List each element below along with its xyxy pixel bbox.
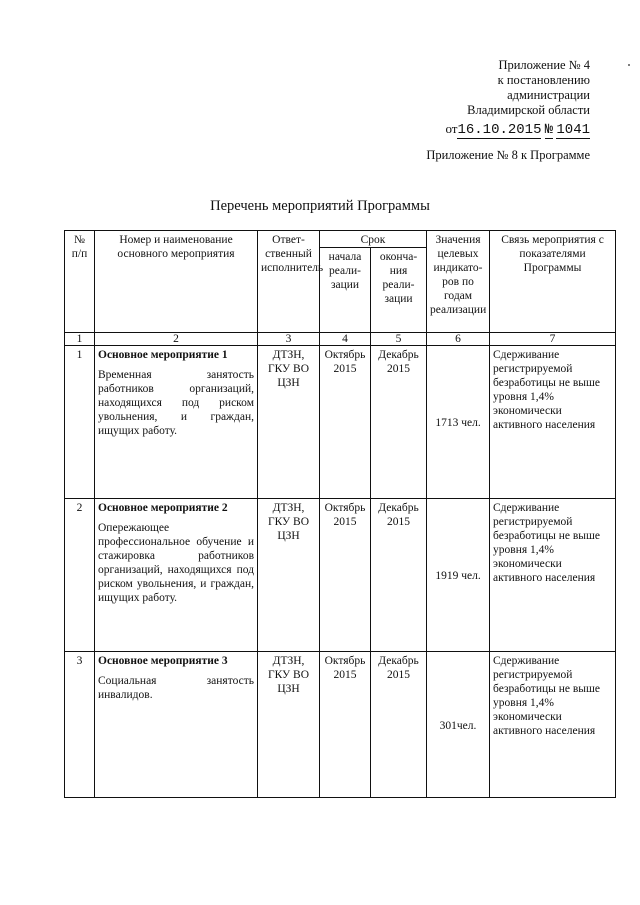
- appendix-line-1: Приложение № 4: [498, 58, 590, 72]
- decree-number-sign: №: [544, 122, 554, 138]
- col-number-5: 5: [371, 333, 427, 346]
- col-number-6: 6: [427, 333, 490, 346]
- link-text: Сдерживание регистрируемой безработицы не выше уровня 1,4% экономически активного населения: [493, 655, 600, 737]
- header-num: № п/п: [65, 231, 95, 333]
- event-title: Основное мероприятие 3: [98, 655, 228, 667]
- row-end: Декабрь 2015: [371, 499, 427, 652]
- table-row: [65, 346, 616, 499]
- event-description: Опережающее профессиональное обучение и стажировка работников организаций, находящихся под риском увольнения, и граждан, ищущих работу.: [98, 522, 254, 604]
- event-description: Временная занятость работников организаций, находящихся под риском увольнения, и граждан, ищущих работу.: [98, 369, 254, 437]
- col-number-4: 4: [320, 333, 371, 346]
- events-table: [64, 230, 616, 798]
- row-indicator-value: 1919 чел.: [427, 499, 490, 652]
- program-reference: Приложение № 8 к Программе: [426, 148, 590, 162]
- row-start: Октябрь 2015: [320, 652, 371, 798]
- row-start: Октябрь 2015: [320, 346, 371, 499]
- event-description: Социальная занятость инвалидов.: [98, 675, 254, 701]
- row-indicator-value: 1713 чел.: [427, 346, 490, 499]
- header-name: Номер и наименование основного мероприятия: [95, 231, 258, 333]
- decree-number: 1041: [556, 122, 590, 138]
- row-end: Декабрь 2015: [371, 652, 427, 798]
- document-title: Перечень мероприятий Программы: [210, 198, 430, 214]
- decree-prefix: от: [445, 121, 458, 136]
- column-numbers-row: [65, 333, 616, 346]
- appendix-line-4: Владимирской области: [467, 103, 590, 117]
- row-end: Декабрь 2015: [371, 346, 427, 499]
- link-text: Сдерживание регистрируемой безработицы не выше уровня 1,4% экономически активного населения: [493, 502, 600, 584]
- header-row: [65, 231, 616, 248]
- row-event: [95, 499, 258, 652]
- col-number-7: 7: [490, 333, 616, 346]
- row-responsible: ДТЗН, ГКУ ВО ЦЗН: [258, 499, 320, 652]
- scan-speck: [628, 64, 630, 66]
- row-num: 2: [65, 499, 95, 652]
- col-number-3: 3: [258, 333, 320, 346]
- decree-date: 16.10.2015: [457, 122, 542, 138]
- header-responsible: Ответ-ственный исполнитель: [258, 231, 320, 333]
- col-number-2: 2: [95, 333, 258, 346]
- row-num: 3: [65, 652, 95, 798]
- appendix-line-3: администрации: [507, 88, 590, 102]
- decree-line: [390, 121, 590, 138]
- table-row: [65, 499, 616, 652]
- row-link: [490, 652, 616, 798]
- col-number-1: 1: [65, 333, 95, 346]
- header-start: начала реали-зации: [320, 248, 371, 333]
- header-indicator: Значения целевых индикато-ров по годам реализации: [427, 231, 490, 333]
- row-event: [95, 652, 258, 798]
- row-start: Октябрь 2015: [320, 499, 371, 652]
- row-event: [95, 346, 258, 499]
- header-term: Срок: [320, 231, 427, 248]
- row-responsible: ДТЗН, ГКУ ВО ЦЗН: [258, 346, 320, 499]
- event-title: Основное мероприятие 2: [98, 502, 228, 514]
- row-link: [490, 346, 616, 499]
- row-indicator-value: 301чел.: [427, 652, 490, 798]
- appendix-header: [390, 58, 590, 138]
- table-row: [65, 652, 616, 798]
- row-responsible: ДТЗН, ГКУ ВО ЦЗН: [258, 652, 320, 798]
- row-link: [490, 499, 616, 652]
- event-title: Основное мероприятие 1: [98, 349, 228, 361]
- appendix-line-2: к постановлению: [497, 73, 590, 87]
- row-num: 1: [65, 346, 95, 499]
- link-text: Сдерживание регистрируемой безработицы не выше уровня 1,4% экономически активного населения: [493, 349, 600, 431]
- header-end: оконча-ния реали-зации: [371, 248, 427, 333]
- header-link: Связь мероприятия с показателями Программы: [490, 231, 616, 333]
